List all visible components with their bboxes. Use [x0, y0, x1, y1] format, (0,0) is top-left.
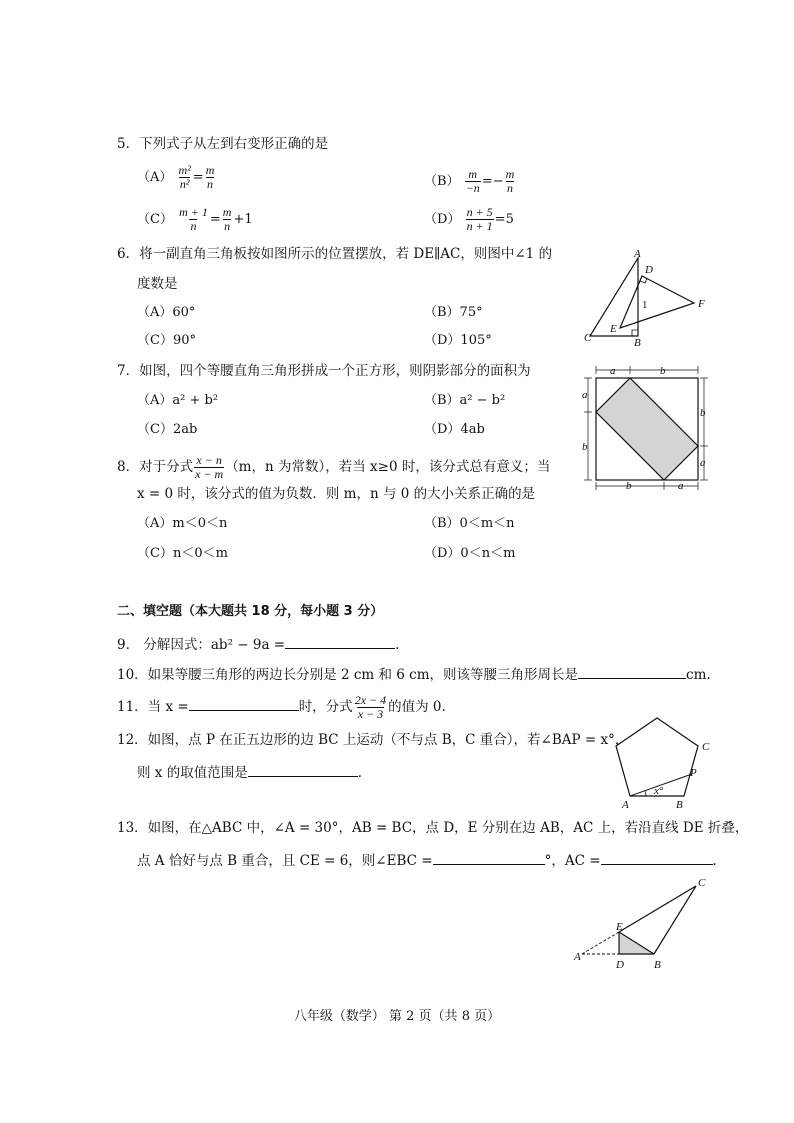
fraction: $\frac{x - n}{x - m}$ — [195, 453, 224, 481]
answer-blank[interactable] — [248, 764, 358, 777]
q10: 10．如果等腰三角形的两边长分别是 2 cm 和 6 cm，则该等腰三角形周长是 cm. — [117, 667, 711, 683]
q8-option-b: （B）0＜m＜n — [424, 516, 515, 531]
label-b: B — [634, 337, 641, 349]
label-b: B — [676, 799, 683, 811]
q11: 11．当 x = 时，分式 $\frac{2x - 4}{x - 3}$ 的值为 0. — [117, 693, 446, 721]
q6-triangle-figure — [580, 248, 710, 348]
q12-line2: 则 x 的取值范围是 . — [137, 765, 362, 781]
triangle-def — [620, 276, 694, 328]
q6-option-c: （C）90° — [137, 333, 196, 348]
fraction: $\frac{2x - 4}{x - 3}$ — [354, 693, 387, 721]
q7-option-b: （B）a² − b² — [424, 393, 506, 408]
label-e: E — [616, 921, 623, 933]
label-b: B — [654, 959, 661, 971]
fraction: $\frac{m}{n}$ — [205, 163, 215, 191]
fraction: $\frac{m}{n}$ — [505, 167, 515, 195]
q13-line2: 点 A 恰好与点 B 重合，且 CE = 6，则∠EBC = °，AC = . — [137, 853, 717, 869]
dim-a-left: a — [582, 389, 588, 401]
answer-blank[interactable] — [601, 852, 713, 865]
label-c: C — [702, 741, 710, 753]
dim-a-bottom: a — [678, 480, 684, 492]
fraction: $\frac{m}{-n}$ — [465, 167, 480, 195]
label-d: D — [645, 264, 653, 276]
q13-line1: 13．如图，在△ABC 中，∠A = 30°，AB = BC，点 D，E 分别在边 AB，AC 上，若沿直线 DE 折叠， — [117, 820, 749, 836]
page-footer: 八年级（数学） 第 2 页（共 8 页） — [293, 1009, 501, 1024]
label-a: A — [634, 248, 641, 260]
fraction: $\frac{m}{n}$ — [222, 205, 232, 233]
q5-option-b: （B） $\frac{m}{-n}$ =− $\frac{m}{n}$ — [424, 167, 515, 195]
shaded-rectangle — [596, 378, 698, 480]
label-f: F — [698, 298, 705, 310]
label-a: A — [574, 951, 581, 963]
fraction: $\frac{\text{m²}}{\text{n²}}$ — [178, 163, 191, 191]
section-title: 二、填空题（本大题共 18 分，每小题 3 分） — [117, 604, 384, 619]
dim-a-right: a — [700, 457, 706, 469]
q6-stem-line1: 6．将一副直角三角板按如图所示的位置摆放，若 DE∥AC，则图中∠1 的 — [117, 246, 553, 262]
label-d: D — [616, 959, 624, 971]
label-1: 1 — [642, 299, 648, 311]
q12-pentagon-figure — [610, 712, 720, 812]
q6-stem-line2: 度数是 — [137, 276, 178, 292]
q8-stem-line2: x = 0 时，该分式的值为负数．则 m，n 与 0 的大小关系正确的是 — [137, 486, 536, 502]
q7-option-c: （C）2ab — [137, 422, 198, 437]
dim-a-top: a — [610, 365, 616, 377]
q7-square-figure — [580, 362, 710, 492]
dim-b-right: b — [700, 407, 706, 419]
answer-blank[interactable] — [433, 852, 545, 865]
q8-stem-line1: 8．对于分式 $\frac{x - n}{x - m}$ （m，n 为常数），若当 x≥0 时，该分式总有意义；当 — [117, 453, 551, 481]
q8-option-c: （C）n＜0＜m — [137, 546, 228, 561]
fraction: $\frac{m + 1}{n}$ — [179, 205, 208, 233]
q5-option-a: （A） $\frac{\text{m²}}{\text{n²}}$ = $\frac{m}{n}$ — [137, 163, 215, 191]
fraction: $\frac{n + 5}{n + 1}$ — [466, 205, 493, 233]
answer-blank[interactable] — [285, 636, 395, 649]
q5-option-c: （C） $\frac{m + 1}{n}$ = $\frac{m}{n}$ +1 — [137, 205, 253, 233]
q6-option-b: （B）75° — [424, 305, 483, 320]
label-e: E — [610, 323, 617, 335]
angle-label: x° — [654, 785, 664, 797]
q7-option-d: （D）4ab — [424, 422, 485, 437]
answer-blank[interactable] — [578, 666, 686, 679]
dim-b-left: b — [582, 441, 588, 453]
q12-line1: 12．如图，点 P 在正五边形的边 BC 上运动（不与点 B，C 重合），若∠BAP = x°， — [117, 732, 629, 748]
q8-option-a: （A）m＜0＜n — [137, 516, 228, 531]
label-c: C — [584, 332, 592, 344]
q7-stem: 7．如图，四个等腰直角三角形拼成一个正方形，则阴影部分的面积为 — [117, 363, 531, 379]
label-a: A — [622, 799, 629, 811]
q5-stem: 5．下列式子从左到右变形正确的是 — [117, 136, 329, 152]
dim-b-bottom: b — [626, 480, 632, 492]
answer-blank[interactable] — [189, 698, 299, 711]
label-p: P — [690, 767, 697, 779]
q6-option-a: （A）60° — [137, 305, 196, 320]
q6-option-d: （D）105° — [424, 333, 492, 348]
q13-triangle-figure — [570, 876, 710, 976]
q5-option-d: （D） $\frac{n + 5}{n + 1}$ =5 — [424, 205, 514, 233]
dim-b-top: b — [660, 365, 666, 377]
q9: 9. 分解因式：ab² − 9a = . — [117, 637, 400, 653]
q7-option-a: （A）a² + b² — [137, 393, 219, 408]
q8-option-d: （D）0＜n＜m — [424, 546, 516, 561]
label-c: C — [698, 877, 706, 889]
